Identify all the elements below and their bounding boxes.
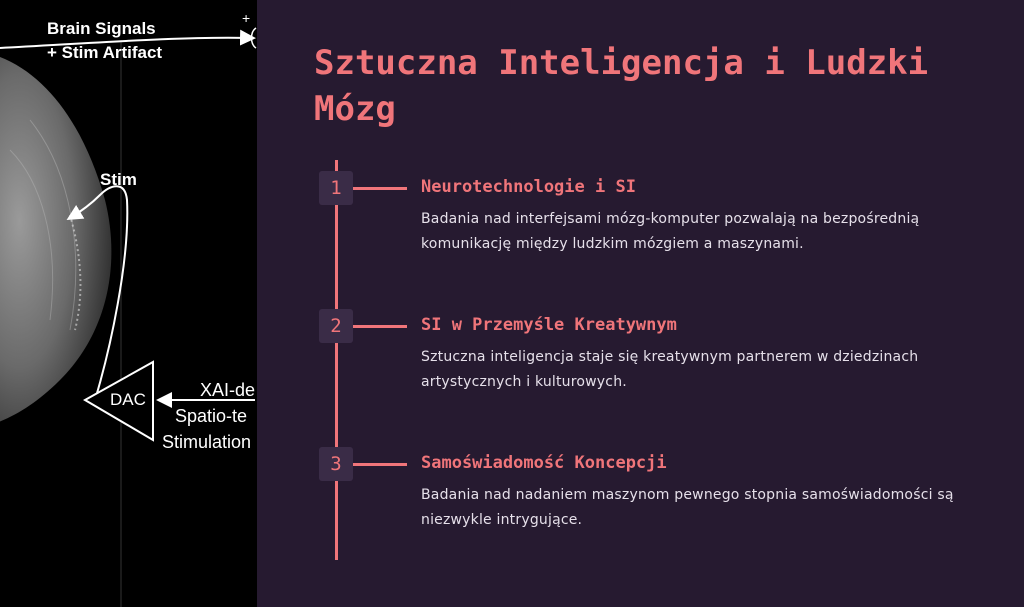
connector-line xyxy=(353,463,407,466)
slide-title: Sztuczna Inteligencja i Ludzki Mózg xyxy=(314,43,929,129)
brain-stimulation-figure xyxy=(0,0,257,607)
brain-image xyxy=(0,50,111,430)
stimulation-label: Stimulation xyxy=(162,432,252,452)
dac-label: DAC xyxy=(110,390,146,409)
brain-stimulation-diagram xyxy=(0,0,257,607)
item-description: Badania nad interfejsami mózg-komputer pozwalają na bezpośrednią komunikację między ludzkim mózgiem a maszynami. xyxy=(421,211,920,252)
item-description: Sztuczna inteligencja staje się kreatywnym partnerem w dziedzinach artystycznych i kulturowych. xyxy=(421,349,919,390)
item-title: SI w Przemyśle Kreatywnym xyxy=(421,315,677,335)
step-number-badge: 2 xyxy=(319,309,353,343)
item-title: Samoświadomość Koncepcji xyxy=(421,453,667,473)
stim-artifact-label: + Stim Artifact xyxy=(47,43,163,62)
item-description: Badania nad nadaniem maszynom pewnego stopnia samoświadomości są niezwykle intrygujące. xyxy=(421,487,954,528)
timeline-line xyxy=(335,160,338,560)
brain-signals-label: Brain Signals xyxy=(47,19,156,38)
plus-label: + xyxy=(242,10,251,26)
step-number-badge: 1 xyxy=(319,171,353,205)
connector-line xyxy=(353,187,407,190)
item-title: Neurotechnologie i SI xyxy=(421,177,636,197)
stim-label: Stim xyxy=(100,170,137,189)
step-number-badge: 3 xyxy=(319,447,353,481)
xai-label: XAI-de xyxy=(200,380,256,400)
spatio-label: Spatio-te xyxy=(175,406,248,426)
slide-panel xyxy=(257,0,1024,607)
connector-line xyxy=(353,325,407,328)
